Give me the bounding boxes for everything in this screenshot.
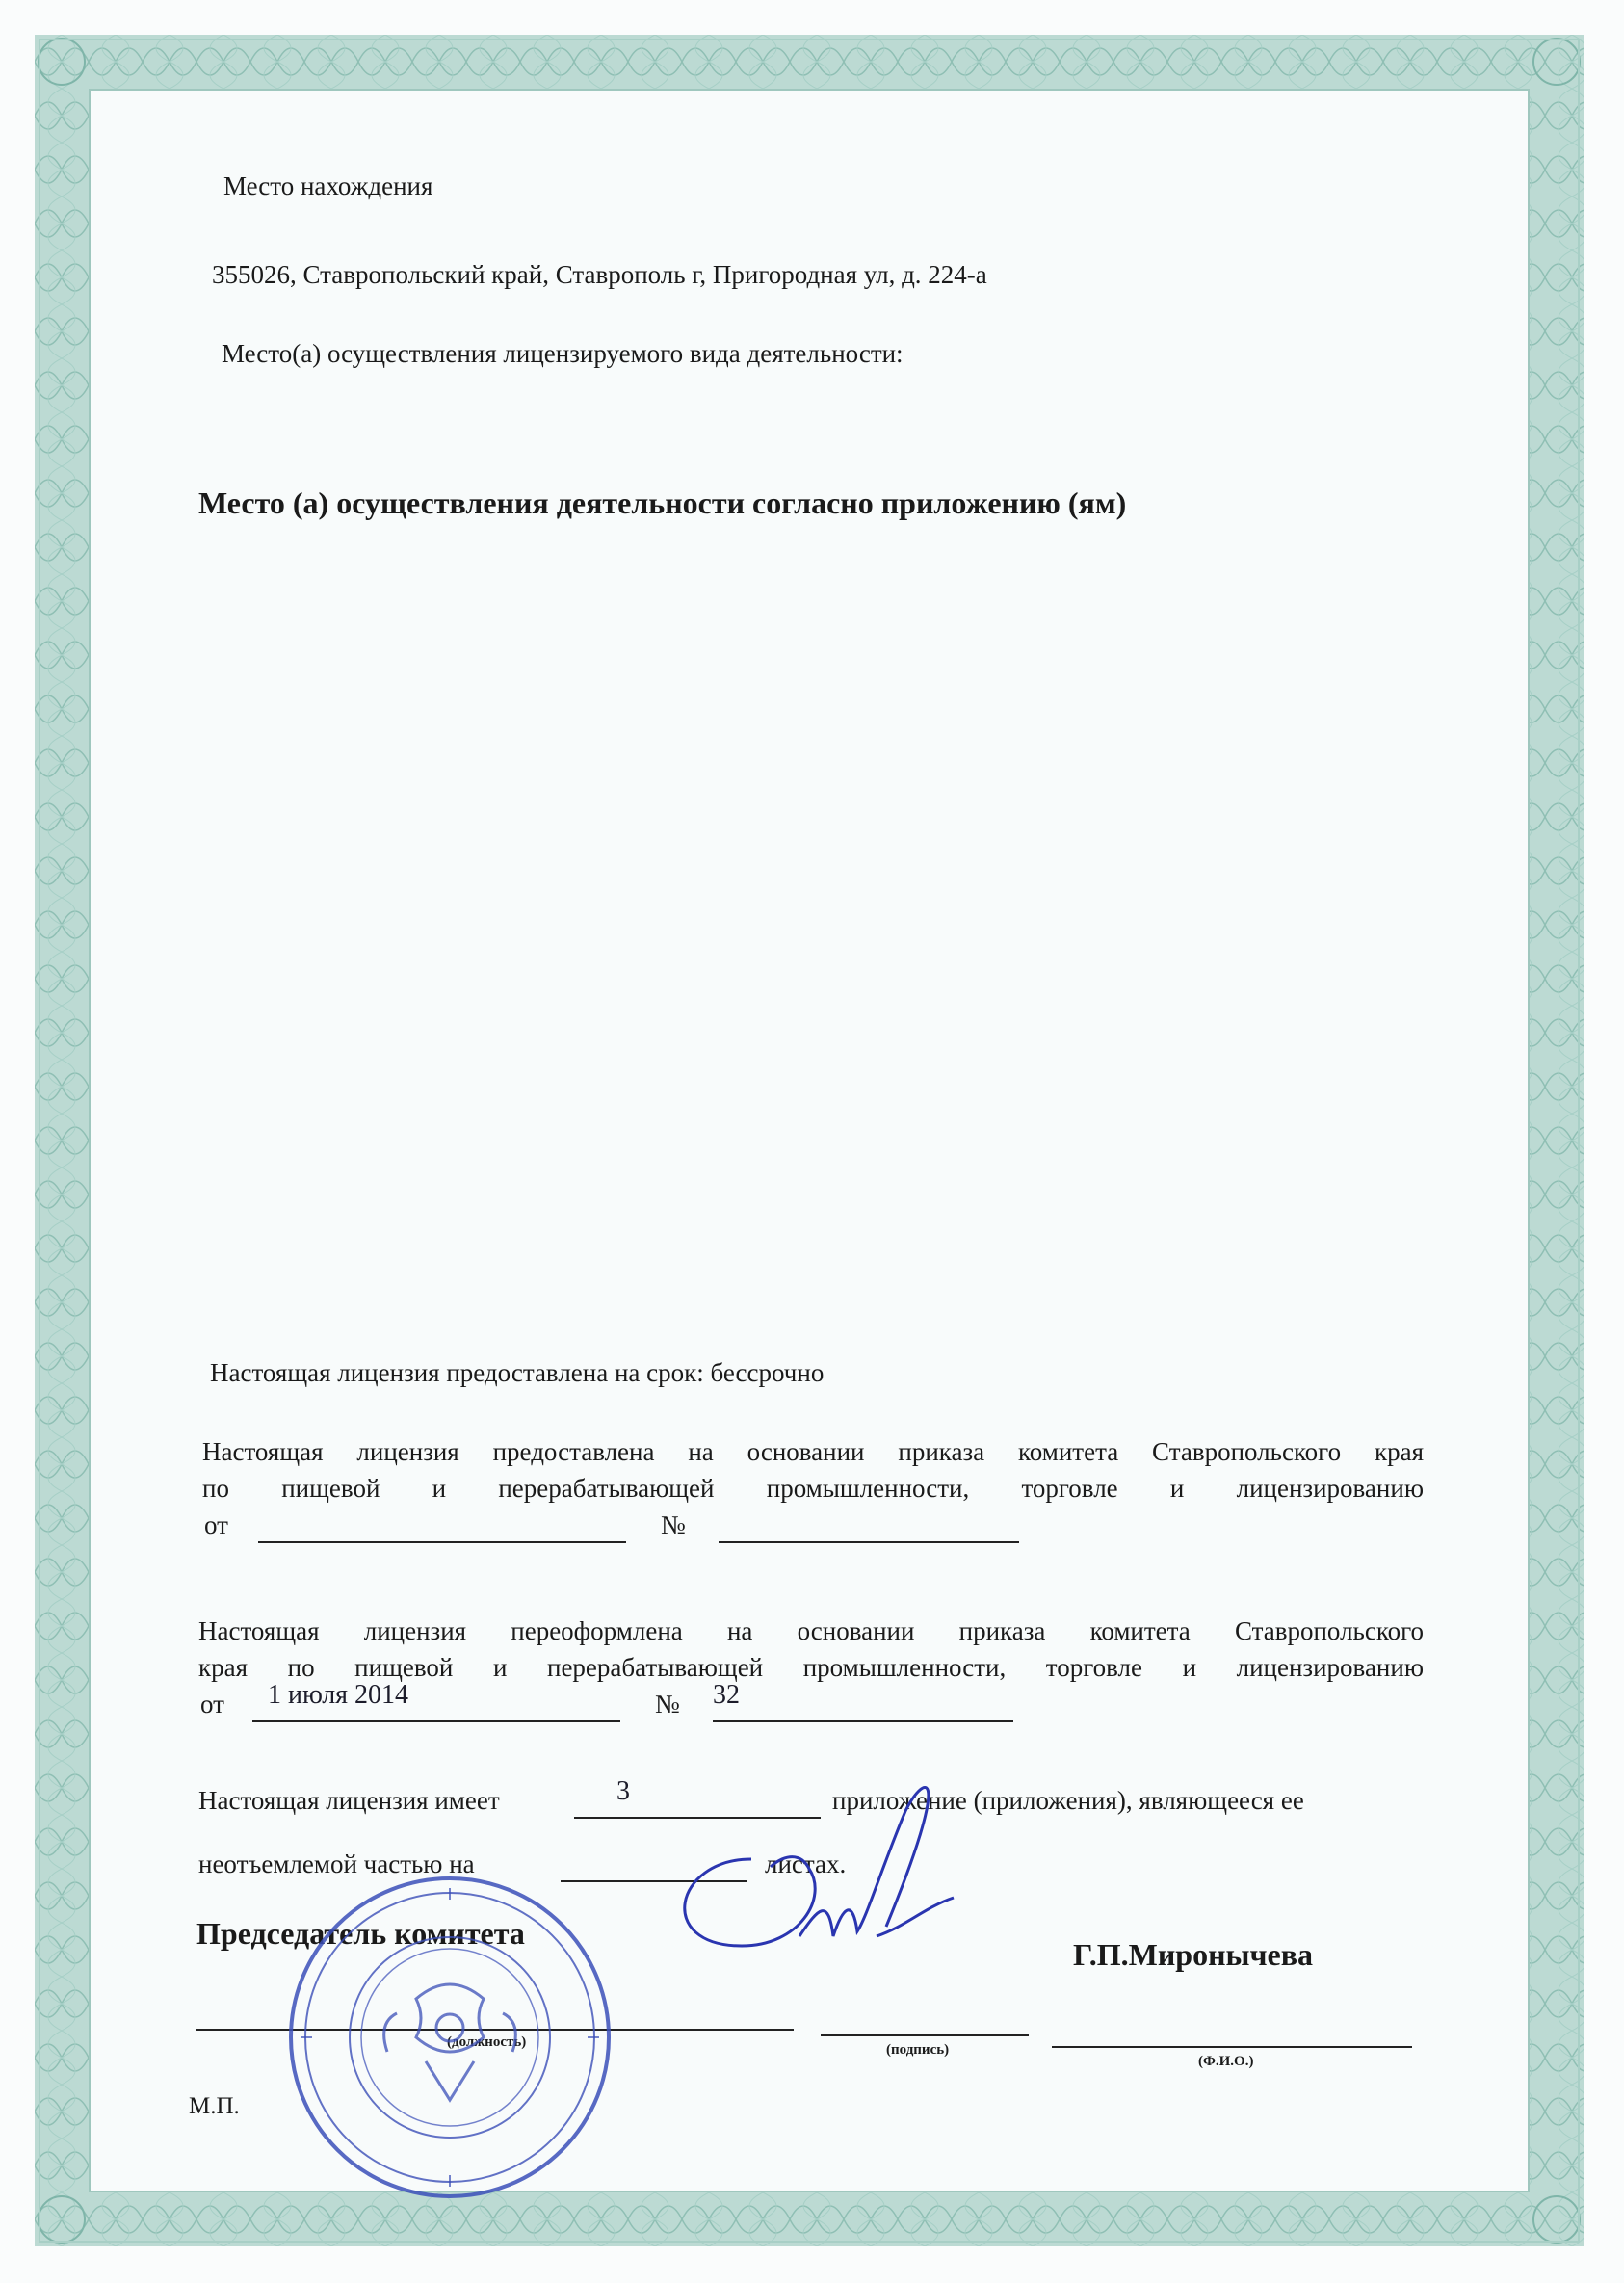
- activity-places-label: Место(а) осуществления лицензируемого вида деятельности:: [222, 339, 904, 368]
- official-seal-stamp: [281, 1869, 618, 2206]
- reissued-number: 32: [713, 1680, 740, 1710]
- license-term: Настоящая лицензия предоставлена на срок: бессрочно: [210, 1358, 825, 1387]
- reissued-date-field: [252, 1720, 620, 1722]
- reissued-line-1: Настоящая лицензия переоформлена на основании приказа комитета Ставропольского: [198, 1616, 1424, 1645]
- handwritten-signature: [636, 1753, 1002, 1975]
- activity-places-value: Место (а) осуществления деятельности согласно приложению (ям): [198, 485, 1127, 520]
- reissued-number-label: №: [655, 1690, 680, 1719]
- granted-line-1: Настоящая лицензия предоставлена на основании приказа комитета Ставропольского края: [202, 1437, 1424, 1466]
- appendix-line2-after: листах.: [765, 1850, 847, 1878]
- signatory-name: Г.П.Миронычева: [1073, 1937, 1314, 1972]
- reissued-from-label: от: [200, 1690, 224, 1719]
- seal-mark: М.П.: [189, 2093, 240, 2119]
- location-address: 355026, Ставропольский край, Ставрополь г, Пригородная ул, д. 224-а: [212, 260, 987, 289]
- appendix-count: 3: [616, 1776, 630, 1806]
- granted-date-field: [258, 1541, 626, 1543]
- position-caption: (должность): [447, 2034, 527, 2050]
- granted-line-2: по пищевой и перерабатывающей промышленности, торговле и лицензированию: [202, 1474, 1424, 1503]
- granted-number-field: [719, 1541, 1019, 1543]
- sign-line: [821, 2034, 1029, 2036]
- appendix-text-after: приложение (приложения), являющееся ее: [832, 1786, 1304, 1815]
- reissued-number-field: [713, 1720, 1013, 1722]
- appendix-line2-before: неотъемлемой частью на: [198, 1850, 475, 1878]
- fio-line: [1052, 2046, 1412, 2048]
- reissued-line-2: края по пищевой и перерабатывающей промышленности, торговле и лицензированию: [198, 1653, 1424, 1682]
- signatory-position: Председатель комитета: [196, 1916, 525, 1951]
- fio-caption: (Ф.И.О.): [1198, 2054, 1254, 2069]
- granted-number-label: №: [661, 1510, 686, 1539]
- appendix-text-before: Настоящая лицензия имеет: [198, 1786, 500, 1815]
- reissued-date: 1 июля 2014: [268, 1680, 409, 1710]
- location-label: Место нахождения: [223, 171, 433, 200]
- sign-caption: (подпись): [886, 2042, 950, 2058]
- granted-from-label: от: [204, 1510, 228, 1539]
